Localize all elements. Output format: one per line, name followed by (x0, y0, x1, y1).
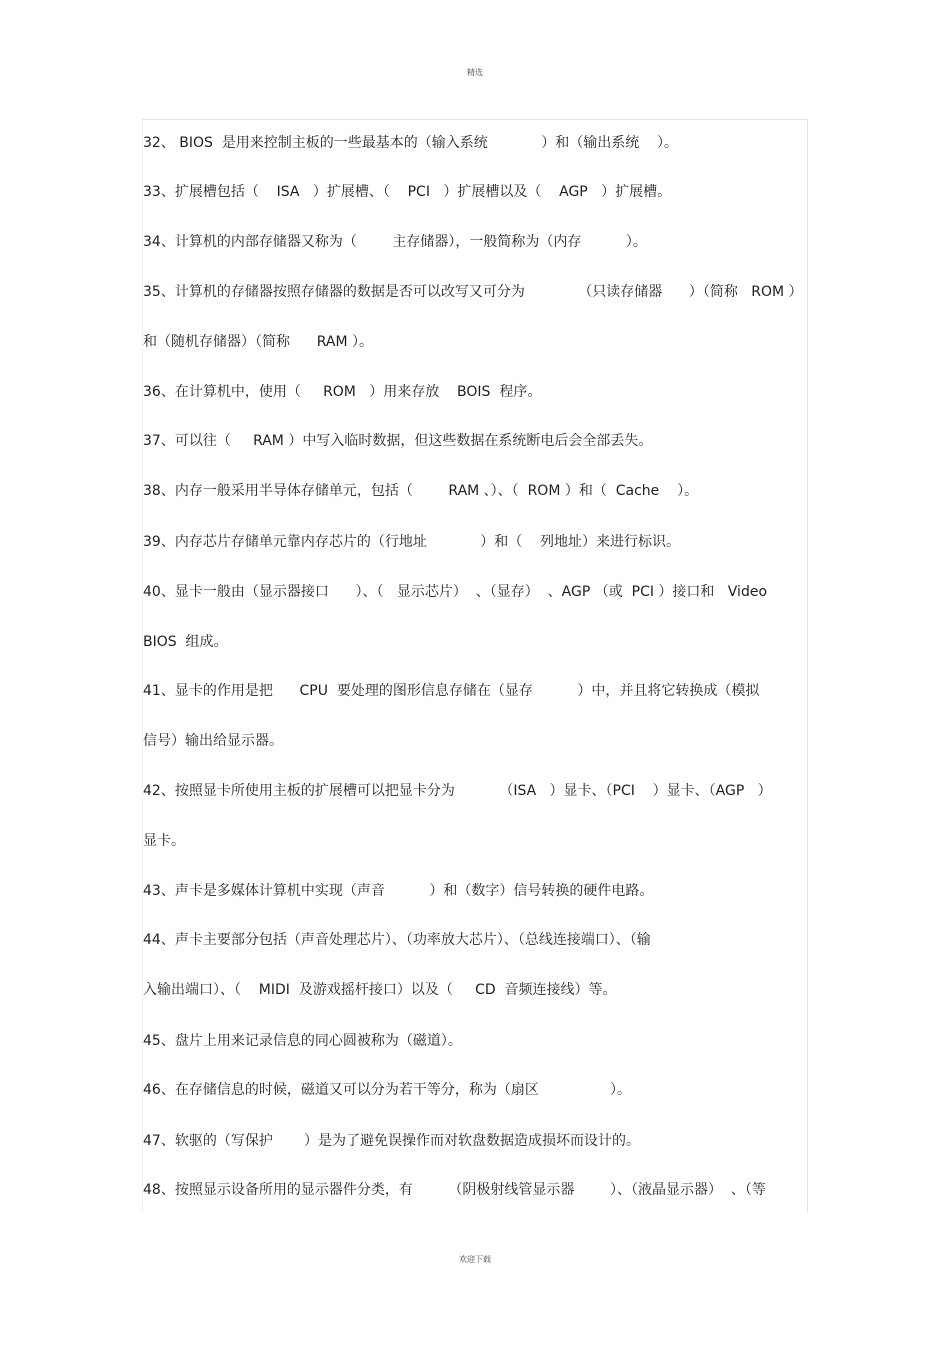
question-44: 44、声卡主要部分包括（声音处理芯片）、（功率放大芯片）、（总线连接端口）、（输 (143, 932, 651, 948)
question-39: 39、内存芯片存储单元靠内存芯片的（行地址 ）和（ 列地址）来进行标识。 (143, 534, 681, 550)
question-40: 40、显卡一般由（显示器接口 ）、（ 显示芯片） 、（显存） 、AGP （或 PCI ）接口和 Video (143, 584, 768, 600)
question-33: 33、扩展槽包括（ ISA ）扩展槽、（ PCI ）扩展槽以及（ AGP ）扩展槽。 (143, 184, 672, 200)
page-header: 精选 (467, 68, 483, 77)
question-36: 36、在计算机中，使用（ ROM ）用来存放 BOIS 程序。 (143, 384, 542, 400)
question-32: 32、 BIOS 是用来控制主板的一些最基本的（输入系统 ）和（输出系统 ）。 (143, 135, 679, 151)
question-43: 43、声卡是多媒体计算机中实现（声音 ）和（数字）信号转换的硬件电路。 (143, 883, 654, 899)
question-42: 42、按照显卡所使用主板的扩展槽可以把显卡分为 （ISA ）显卡、（PCI ）显卡、（AGP ） (143, 783, 772, 799)
question-42-cont: 显卡。 (143, 833, 185, 849)
question-35-cont: 和（随机存储器）（简称 RAM ）。 (143, 334, 373, 350)
question-46: 46、在存储信息的时候，磁道又可以分为若干等分，称为（扇区 ）。 (143, 1082, 632, 1098)
question-41-cont: 信号）输出给显示器。 (143, 733, 283, 749)
question-47: 47、软驱的（写保护 ）是为了避免误操作而对软盘数据造成损坏而设计的。 (143, 1133, 640, 1149)
question-37: 37、可以往（ RAM ）中写入临时数据，但这些数据在系统断电后会全部丢失。 (143, 433, 653, 449)
question-34: 34、计算机的内部存储器又称为（ 主存储器），一般简称为（内存 ）。 (143, 234, 647, 250)
question-40-cont: BIOS 组成。 (143, 634, 228, 650)
question-45: 45、盘片上用来记录信息的同心圆被称为（磁道）。 (143, 1033, 462, 1049)
question-38: 38、内存一般采用半导体存储单元，包括（ RAM 、）、（ ROM ）和（ Cache ）。 (143, 483, 699, 499)
question-44-cont: 入输出端口）、（ MIDI 及游戏摇杆接口）以及（ CD 音频连接线）等。 (143, 982, 617, 998)
page-footer: 欢迎下载 (459, 1255, 491, 1264)
question-35: 35、计算机的存储器按照存储器的数据是否可以改写又可分为 （只读存储器 ）（简称 ROM ） (143, 284, 803, 300)
question-48: 48、按照显示设备所用的显示器件分类，有 （阴极射线管显示器 ）、（液晶显示器） 、（等 (143, 1182, 766, 1198)
question-41: 41、显卡的作用是把 CPU 要处理的图形信息存储在（显存 ）中，并且将它转换成（模拟 (143, 683, 760, 699)
